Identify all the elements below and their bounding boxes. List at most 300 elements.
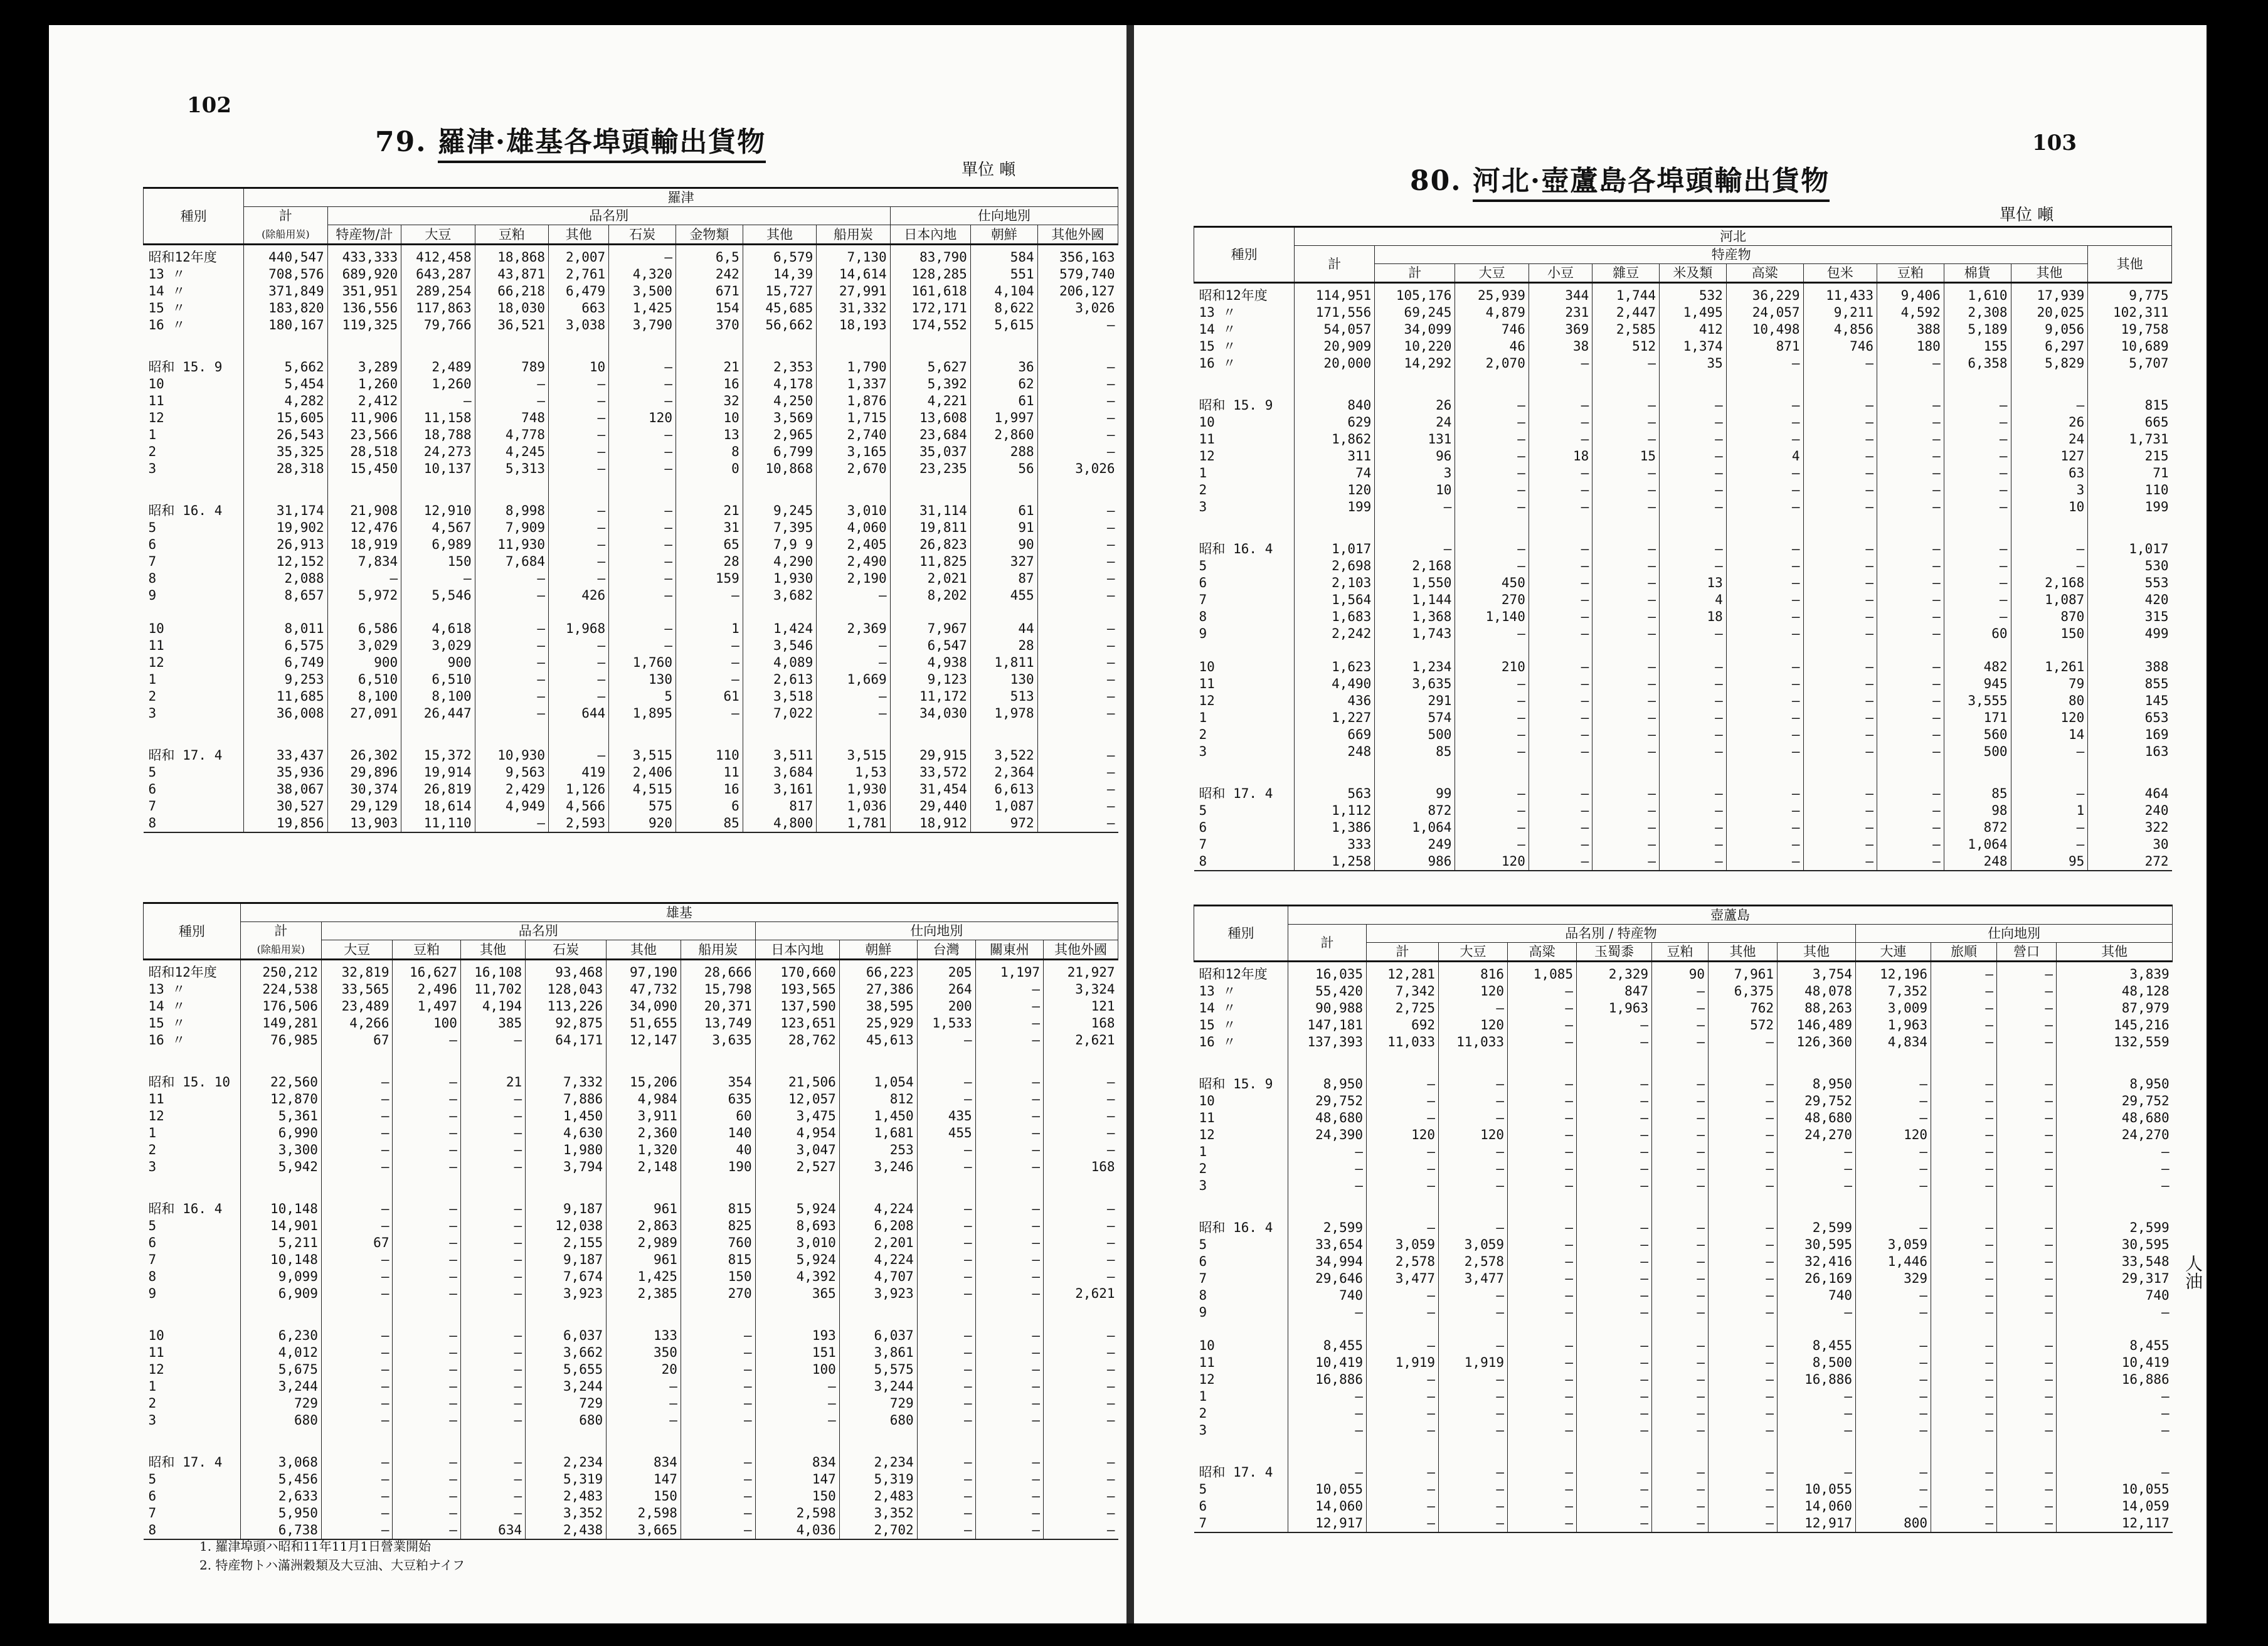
cell: 224,538 (240, 981, 321, 998)
cell: — (1931, 1388, 1997, 1405)
cell: — (321, 1268, 393, 1285)
cell: 16 (676, 376, 743, 393)
row-label: 15 〃 (1199, 339, 1236, 354)
cell: 369 (1529, 321, 1592, 338)
cell: — (1652, 1270, 1709, 1287)
cell: — (1803, 642, 1877, 676)
cell: — (1997, 1160, 2057, 1177)
table-row (144, 376, 1118, 393)
cell: — (393, 1159, 460, 1176)
row-label: 14 〃 (148, 284, 186, 299)
cell: 5,924 (755, 1176, 839, 1218)
cell: — (917, 1251, 975, 1268)
cell: — (1709, 1304, 1778, 1321)
row-label: 11 (148, 638, 164, 653)
cell: 15,727 (743, 283, 816, 300)
cell: 1,087 (2011, 592, 2088, 608)
cell: — (1367, 1405, 1439, 1422)
cell: 872 (1375, 802, 1455, 819)
row-label: 1 (1199, 1389, 1207, 1404)
col-bean-cake: 豆粕 (1652, 943, 1709, 962)
cell: 1,930 (817, 781, 890, 798)
cell: — (460, 1505, 525, 1522)
cell: 2,578 (1367, 1253, 1439, 1270)
cell: — (917, 1142, 975, 1159)
cell: 3,684 (743, 764, 816, 781)
cell: — (1931, 1000, 1997, 1017)
cell: 2,599 (1288, 1194, 1367, 1236)
cell: 2,578 (1439, 1253, 1508, 1270)
cell: 61 (970, 477, 1037, 519)
cell: — (327, 570, 401, 587)
cell: 14,39 (743, 266, 816, 283)
cell: 315 (2088, 608, 2172, 625)
cell: — (1709, 1439, 1778, 1481)
cell: 270 (1455, 592, 1529, 608)
cell: 27,386 (839, 981, 917, 998)
cell: 12,196 (1856, 962, 1931, 984)
table-row (144, 637, 1118, 654)
cell: — (607, 1378, 681, 1395)
cell: 64,171 (526, 1032, 607, 1049)
cell: — (681, 1344, 755, 1361)
row-label: 16 〃 (1199, 356, 1236, 371)
row-label: 12 (1199, 1372, 1215, 1387)
cell: — (1877, 676, 1944, 693)
cell: 5,454 (244, 376, 327, 393)
cell: 855 (2088, 676, 2172, 693)
cell: — (1726, 836, 1803, 853)
table-row (1194, 1439, 2173, 1481)
cell: 12,147 (607, 1032, 681, 1049)
col-rice-grain: 米及類 (1660, 264, 1727, 283)
cell: — (1803, 499, 1877, 516)
cell: 812 (839, 1091, 917, 1108)
cell: 3,546 (743, 637, 816, 654)
cell: — (1931, 1017, 1997, 1034)
cell: 729 (240, 1395, 321, 1412)
cell: — (1577, 1177, 1652, 1194)
cell: — (975, 1378, 1043, 1395)
cell: — (609, 393, 676, 410)
cell: 11,702 (460, 981, 525, 998)
cell: — (1508, 1144, 1577, 1160)
cell: 350 (607, 1344, 681, 1361)
cell: 10,868 (743, 460, 816, 477)
cell: — (393, 1091, 460, 1108)
cell: 1,450 (839, 1108, 917, 1125)
row-label: 10 (1199, 1093, 1215, 1108)
cell: — (1709, 1253, 1778, 1270)
cell: — (1288, 1422, 1367, 1439)
cell: 2,190 (817, 570, 890, 587)
cell: — (1044, 1091, 1118, 1108)
cell: 3,635 (681, 1032, 755, 1049)
cell: — (609, 477, 676, 519)
cell: 3,038 (549, 317, 609, 334)
cell: 4 (1660, 592, 1727, 608)
left-page (49, 25, 1126, 1623)
cell: — (1997, 1093, 2057, 1110)
cell: 12,117 (2057, 1515, 2173, 1532)
table-row (144, 998, 1118, 1015)
cell: 1,374 (1660, 338, 1727, 355)
cell: 120 (1439, 1017, 1508, 1034)
row-label: 3 (1199, 1178, 1207, 1193)
cell: 12,281 (1367, 962, 1439, 984)
cell: 33,548 (2057, 1253, 2173, 1270)
cell: — (1288, 1304, 1367, 1321)
cell: 61 (676, 688, 743, 705)
cell: 29,129 (327, 798, 401, 815)
cell: — (1577, 1034, 1652, 1051)
cell: 740 (1288, 1287, 1367, 1304)
page-number: 102 (187, 93, 231, 118)
cell: — (1439, 1304, 1508, 1321)
cell: 10,220 (1375, 338, 1455, 355)
cell: — (393, 1234, 460, 1251)
cell: — (607, 1395, 681, 1412)
cell: 3,010 (755, 1234, 839, 1251)
row-label: 10 (148, 376, 164, 391)
table-row (144, 1395, 1118, 1412)
table-row (144, 1268, 1118, 1285)
cell: 11 (676, 764, 743, 781)
cell: 1,876 (817, 393, 890, 410)
cell: — (475, 570, 548, 587)
cell: 1,260 (327, 376, 401, 393)
cell: 2,406 (609, 764, 676, 781)
cell: 6,358 (1944, 355, 2011, 372)
cell: 67 (321, 1032, 393, 1049)
cell: 10,148 (240, 1251, 321, 1268)
cell: — (1592, 516, 1660, 558)
cell: 4,224 (839, 1251, 917, 1268)
cell: — (755, 1395, 839, 1412)
cell: 147 (755, 1471, 839, 1488)
cell: — (681, 1378, 755, 1395)
cell: — (1997, 1405, 2057, 1422)
cell: 38 (1529, 338, 1592, 355)
cell: — (460, 1142, 525, 1159)
cell: — (2011, 372, 2088, 414)
cell: — (1931, 1177, 1997, 1194)
cell: — (1652, 1110, 1709, 1127)
cell: — (1592, 760, 1660, 802)
cell: 40 (681, 1142, 755, 1159)
cell: — (1931, 962, 1997, 984)
table-row (1194, 836, 2172, 853)
cell: 1,126 (549, 781, 609, 798)
cell: 3 (1375, 465, 1455, 482)
cell: 20,909 (1295, 338, 1375, 355)
cell: — (321, 1285, 393, 1302)
cell: 13,608 (890, 410, 970, 427)
cell: 2,070 (1455, 355, 1529, 372)
cell: — (609, 460, 676, 477)
cell: — (1592, 836, 1660, 853)
cell: — (1577, 1194, 1652, 1236)
cell: 3,289 (327, 334, 401, 376)
cell: 7,967 (890, 604, 970, 637)
cell: 513 (970, 688, 1037, 705)
cell: 6,749 (244, 654, 327, 671)
cell: — (1367, 1515, 1439, 1532)
cell: 35,325 (244, 443, 327, 460)
cell: — (1592, 558, 1660, 575)
cell: 560 (1944, 726, 2011, 743)
cell: — (460, 1412, 525, 1429)
cell: — (1455, 819, 1529, 836)
cell: — (549, 427, 609, 443)
cell: 4,320 (609, 266, 676, 283)
col-special: 特産物 (1375, 246, 2088, 264)
cell: 33,572 (890, 764, 970, 781)
row-label: 3 (1199, 744, 1207, 759)
cell: 121 (1044, 998, 1118, 1015)
cell: 371,849 (244, 283, 327, 300)
cell: 149,281 (240, 1015, 321, 1032)
row-label: 12 (1199, 449, 1215, 464)
cell: 986 (1375, 853, 1455, 871)
cell: 21,927 (1044, 960, 1118, 982)
cell: 14,292 (1375, 355, 1455, 372)
cell: — (1997, 1110, 2057, 1127)
table-row (1194, 558, 2172, 575)
cell: — (321, 1412, 393, 1429)
cell: 3,244 (240, 1378, 321, 1395)
cell: 815 (2088, 372, 2172, 414)
cell: 760 (681, 1234, 755, 1251)
cell: 7,684 (475, 553, 548, 570)
cell: — (1856, 1405, 1931, 1422)
cell: 32 (676, 393, 743, 410)
cell: — (1367, 1093, 1439, 1110)
table-row (144, 283, 1118, 300)
cell: 2,155 (526, 1234, 607, 1251)
cell: 253 (839, 1142, 917, 1159)
cell: 2,088 (244, 570, 327, 587)
cell: 199 (2088, 499, 2172, 516)
cell: — (1044, 1429, 1118, 1471)
cell: 110 (2088, 482, 2172, 499)
cell: 5,829 (2011, 355, 2088, 372)
row-label: 5 (1199, 1482, 1207, 1497)
cell: — (1044, 1488, 1118, 1505)
cell: — (609, 604, 676, 637)
cell: 30,527 (244, 798, 327, 815)
cell: 574 (1375, 709, 1455, 726)
row-label: 6 (148, 537, 157, 552)
cell: — (1577, 1270, 1652, 1287)
cell: — (609, 443, 676, 460)
cell: 4,984 (607, 1091, 681, 1108)
cell: — (1877, 709, 1944, 726)
cell: — (1439, 1051, 1508, 1093)
cell: — (681, 1412, 755, 1429)
cell: 1,197 (975, 960, 1043, 982)
table-row (144, 1108, 1118, 1125)
cell: 190 (681, 1159, 755, 1176)
cell: — (1529, 760, 1592, 802)
cell: 1,963 (1856, 1017, 1931, 1034)
cell: 5,319 (839, 1471, 917, 1488)
cell: 88,263 (1778, 1000, 1856, 1017)
cell: 9,056 (2011, 321, 2088, 338)
cell: — (917, 1522, 975, 1539)
cell: — (1592, 499, 1660, 516)
cell: 1,112 (1295, 802, 1375, 819)
cell: 8,202 (890, 587, 970, 604)
cell: 2,329 (1577, 962, 1652, 984)
cell: 2,863 (607, 1218, 681, 1234)
cell: 4,800 (743, 815, 816, 832)
row-label: 10 (1199, 415, 1215, 430)
cell: 1,495 (1660, 304, 1727, 321)
row-label: 2 (1199, 727, 1207, 742)
cell: — (609, 637, 676, 654)
cell: — (1529, 592, 1592, 608)
cell: 1 (676, 604, 743, 637)
cell: — (1592, 482, 1660, 499)
cell: 51,655 (607, 1015, 681, 1032)
row-label: 7 (148, 1505, 157, 1521)
cell: — (1508, 1194, 1577, 1236)
table-row (1194, 1110, 2173, 1127)
cell: — (1455, 558, 1529, 575)
cell: 34,994 (1288, 1253, 1367, 1270)
cell: — (1856, 1160, 1931, 1177)
cell: 3,569 (743, 410, 816, 427)
cell: — (2057, 1304, 2173, 1321)
cell: 29,440 (890, 798, 970, 815)
cell: — (1709, 1354, 1778, 1371)
cell: — (1660, 802, 1727, 819)
cell: — (1439, 1144, 1508, 1160)
cell: 250,212 (240, 960, 321, 982)
cell: — (1877, 558, 1944, 575)
cell: — (1577, 1287, 1652, 1304)
cell: — (1660, 853, 1727, 871)
table-row (1194, 1287, 2173, 1304)
cell: — (1592, 372, 1660, 414)
cell: 5,950 (240, 1505, 321, 1522)
cell: 7,022 (743, 705, 816, 722)
row-label: 5 (148, 1472, 157, 1487)
cell: 2,761 (549, 266, 609, 283)
cell: — (1592, 608, 1660, 625)
cell: 18,919 (327, 536, 401, 553)
cell: — (1652, 1160, 1709, 1177)
cell: 2,483 (526, 1488, 607, 1505)
cell: — (549, 443, 609, 460)
cell: — (817, 654, 890, 671)
cell: — (1455, 836, 1529, 853)
cell: — (460, 1032, 525, 1049)
cell: 168 (1044, 1159, 1118, 1176)
cell: — (549, 654, 609, 671)
cell: 140 (681, 1125, 755, 1142)
cell: 1,760 (609, 654, 676, 671)
cell: 1,064 (1375, 819, 1455, 836)
cell: 5,627 (890, 334, 970, 376)
cell: 12,910 (401, 477, 475, 519)
cell: — (1931, 1270, 1997, 1287)
cell: 34,099 (1375, 321, 1455, 338)
cell: 3,059 (1856, 1236, 1931, 1253)
cell: — (1652, 1093, 1709, 1110)
table-row (144, 1285, 1118, 1302)
cell: — (1803, 836, 1877, 853)
table-row (1194, 448, 2172, 465)
cell: 1,790 (817, 334, 890, 376)
cell: 5,655 (526, 1361, 607, 1378)
cell: — (1997, 962, 2057, 984)
cell: — (1803, 693, 1877, 709)
col-dest: 仕向地別 (890, 207, 1118, 225)
row-label: 2 (1199, 1406, 1207, 1421)
cell: 126,360 (1778, 1034, 1856, 1051)
cell: 17,939 (2011, 283, 2088, 305)
cell: — (1660, 482, 1727, 499)
cell: — (1856, 1110, 1931, 1127)
table-row (1194, 726, 2172, 743)
cell: — (1997, 1515, 2057, 1532)
row-label: 1 (148, 1125, 157, 1140)
cell: 412 (1660, 321, 1727, 338)
cell: 3,059 (1439, 1236, 1508, 1253)
table-row (144, 536, 1118, 553)
table-row (1194, 983, 2173, 1000)
row-label: 6 (148, 1235, 157, 1250)
row-label: 10 (148, 621, 164, 636)
cell: — (460, 1395, 525, 1412)
table-row (1194, 1388, 2173, 1405)
cell: — (1856, 1304, 1931, 1321)
cell: 28,518 (327, 443, 401, 460)
cell: 1,446 (1856, 1253, 1931, 1270)
cell: — (1944, 575, 2011, 592)
cell: — (1726, 709, 1803, 726)
cell: 1,234 (1375, 642, 1455, 676)
cell: 20,371 (681, 998, 755, 1015)
table-row (144, 1344, 1118, 1361)
cell: 762 (1709, 1000, 1778, 1017)
row-label: 2 (148, 689, 157, 704)
cell: — (1508, 1354, 1577, 1371)
cell: 8,622 (970, 300, 1037, 317)
row-label: 1 (148, 427, 157, 442)
cell: — (817, 705, 890, 722)
cell: — (1944, 499, 2011, 516)
row-label: 昭和 16. 4 (1199, 541, 1273, 556)
cell: 4,592 (1877, 304, 1944, 321)
table-row (1194, 1127, 2173, 1144)
cell: 36,008 (244, 705, 327, 722)
cell: 248 (1944, 853, 2011, 871)
cell: — (1931, 1144, 1997, 1160)
cell: — (1288, 1405, 1367, 1422)
cell: — (1439, 1498, 1508, 1515)
cell: 1,227 (1295, 709, 1375, 726)
table-row (144, 266, 1118, 283)
cell: 1,862 (1295, 431, 1375, 448)
cell: 43,871 (475, 266, 548, 283)
table-title-text: 河北·壺蘆島各埠頭輸出貨物 (1473, 165, 1830, 202)
cell: — (1877, 625, 1944, 642)
cell: 150 (607, 1488, 681, 1505)
cell: 10 (2011, 499, 2088, 516)
